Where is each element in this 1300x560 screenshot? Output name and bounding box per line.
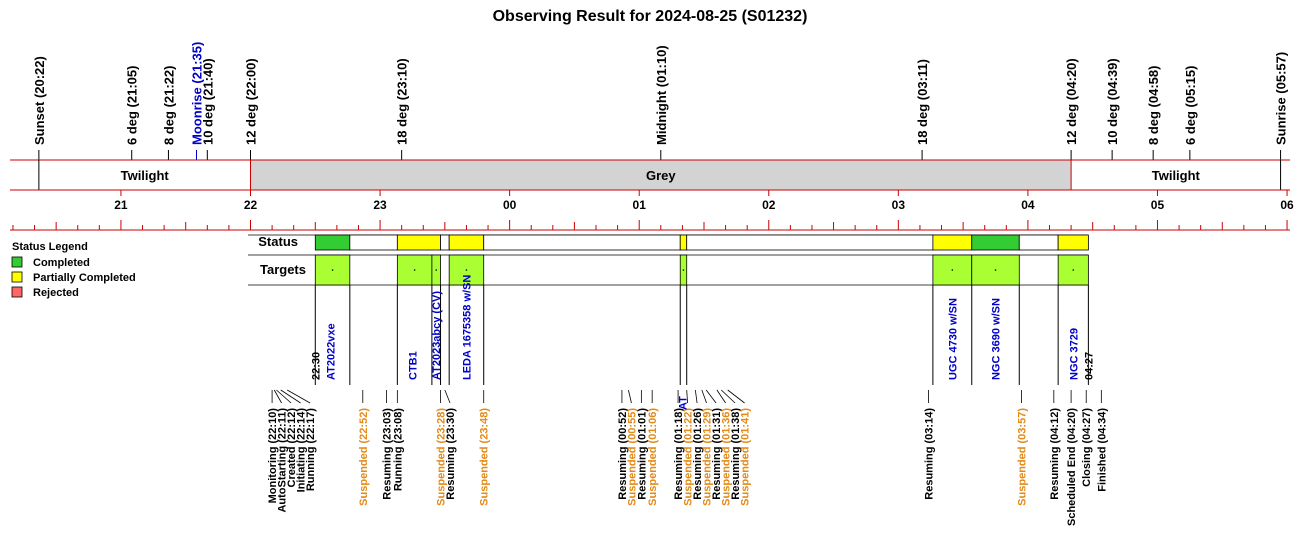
status-segment [680, 235, 686, 250]
status-segment [972, 235, 1020, 250]
target-block-marker [995, 269, 997, 271]
legend-swatch [12, 287, 22, 297]
event-label: Suspended (23:48) [478, 408, 491, 506]
event-label: Resuming (01:38) [730, 408, 743, 500]
event-label: Suspended (01:36) [720, 408, 733, 506]
event-connector [728, 390, 745, 403]
event-connector [695, 390, 697, 403]
twilight-event-label: 8 deg (21:22) [161, 65, 177, 145]
event-label: Resuming (04:12) [1048, 408, 1061, 500]
axis-hour-label: 01 [632, 198, 646, 212]
sky-period-band [10, 160, 1290, 190]
status-row-label: Status [258, 234, 298, 249]
event-label: Resuming (00:52) [616, 408, 629, 500]
event-label: Running (23:08) [392, 408, 405, 492]
twilight-event-label: 10 deg (04:39) [1105, 58, 1121, 145]
time-axis [10, 190, 1294, 230]
legend-items [12, 257, 136, 299]
event-connector [702, 390, 707, 403]
target-block-marker [683, 269, 685, 271]
event-label: Suspended (01:06) [647, 408, 660, 506]
event-label: Resuming (01:31) [711, 408, 724, 500]
twilight-event-label: Midnight (01:10) [653, 45, 669, 145]
event-label: Resuming (23:30) [445, 408, 458, 500]
target-label: 22:30 [310, 351, 323, 380]
chart-title: Observing Result for 2024-08-25 (S01232) [492, 8, 808, 25]
targets-row-label: Targets [260, 262, 306, 277]
target-label: CTB1 [407, 351, 420, 380]
overlap-mark: AT [677, 396, 690, 410]
target-label: AT2023abcy (CV) [431, 290, 444, 380]
event-label: Resuming (23:03) [381, 408, 394, 500]
event-label: Created (22:12) [286, 408, 299, 488]
status-segment [315, 235, 350, 250]
event-label: Running (22:17) [305, 408, 318, 492]
status-segment [687, 235, 933, 250]
event-label: Suspended (01:41) [739, 408, 752, 506]
event-connector [721, 390, 735, 403]
event-label: Closing (04:27) [1081, 408, 1094, 487]
axis-hour-label: 03 [891, 198, 906, 212]
event-connector [717, 390, 726, 403]
event-label: Initiating (22:14) [295, 408, 308, 493]
twilight-event-label: 6 deg (21:05) [124, 65, 140, 145]
event-connector [628, 390, 631, 403]
legend-label: Completed [33, 257, 90, 269]
event-label: AutoStarting (22:11) [276, 408, 289, 513]
twilight-event-label: Sunrise (05:57) [1273, 51, 1289, 145]
axis-hour-label: 06 [1280, 198, 1294, 212]
axis-hour-label: 23 [373, 198, 387, 212]
legend-label: Partially Completed [33, 272, 136, 284]
event-label: Suspended (01:22) [682, 408, 695, 506]
event-label: Suspended (01:29) [701, 408, 714, 506]
period-label: Twilight [120, 168, 169, 183]
event-connector [706, 390, 716, 403]
event-label: Suspended (00:55) [626, 408, 639, 506]
status-segment [449, 235, 484, 250]
target-label: NGC 3690 w/SN [990, 298, 1003, 380]
event-log [267, 390, 1108, 526]
status-legend [12, 241, 136, 299]
status-segment [484, 235, 681, 250]
target-block-marker [435, 269, 437, 271]
twilight-events [32, 42, 1289, 160]
target-block-marker [1072, 269, 1074, 271]
event-label: Monitoring (22:10) [267, 408, 280, 504]
target-block-marker [332, 269, 334, 271]
twilight-event-label: 6 deg (05:15) [1182, 65, 1198, 145]
axis-hour-label: 02 [762, 198, 776, 212]
target-block-marker [414, 269, 416, 271]
axis-hour-label: 05 [1150, 198, 1165, 212]
event-label: Resuming (01:01) [636, 408, 649, 500]
status-target-rows [248, 234, 1088, 285]
legend-label: Rejected [33, 287, 79, 299]
status-segment [350, 235, 398, 250]
target-label: NGC 3729 [1068, 328, 1081, 380]
legend-title: Status Legend [12, 241, 88, 253]
twilight-event-label: 12 deg (22:00) [243, 58, 259, 145]
twilight-event-label: 18 deg (03:11) [915, 59, 931, 145]
twilight-event-label: Sunset (20:22) [31, 56, 47, 145]
event-connector [274, 390, 281, 403]
event-label: Resuming (03:14) [923, 408, 936, 500]
axis-hour-label: 04 [1021, 198, 1035, 212]
event-label: Suspended (23:28) [435, 408, 448, 506]
status-segment [933, 235, 972, 250]
axis-hour-label: 00 [502, 198, 517, 212]
twilight-event-label: 10 deg (21:40) [200, 58, 216, 145]
status-segment [1058, 235, 1088, 250]
target-label: UGC 4730 w/SN [947, 298, 960, 380]
target-label: AT2022vxe [325, 323, 338, 380]
axis-hour-label: 21 [114, 198, 128, 212]
period-label: Twilight [1151, 168, 1200, 183]
axis-hour-label: 22 [243, 198, 258, 212]
status-segment [441, 235, 450, 250]
status-segment [1019, 235, 1058, 250]
twilight-event-label: 18 deg (23:10) [394, 58, 410, 145]
target-block-marker [952, 269, 954, 271]
event-label: Finished (04:34) [1096, 408, 1109, 492]
target-block-marker [466, 269, 468, 271]
twilight-event-label: Moonrise (21:35) [189, 41, 205, 145]
event-label: Resuming (01:18) [673, 408, 686, 500]
target-label: LEDA 1675358 w/SN [461, 274, 474, 380]
twilight-event-label: 8 deg (04:58) [1146, 65, 1162, 145]
target-label: 04:27 [1083, 351, 1096, 380]
status-segment [397, 235, 440, 250]
event-connector [445, 390, 450, 403]
legend-swatch [12, 272, 22, 282]
event-label: Resuming (01:26) [692, 408, 705, 500]
event-label: Scheduled End (04:20) [1066, 408, 1079, 526]
event-label: Suspended (03:57) [1016, 408, 1029, 506]
target-labels [310, 275, 1095, 385]
twilight-event-label: 12 deg (04:20) [1064, 58, 1080, 145]
period-label: Grey [645, 168, 676, 183]
event-label: Suspended (22:52) [357, 408, 370, 506]
legend-swatch [12, 257, 22, 267]
